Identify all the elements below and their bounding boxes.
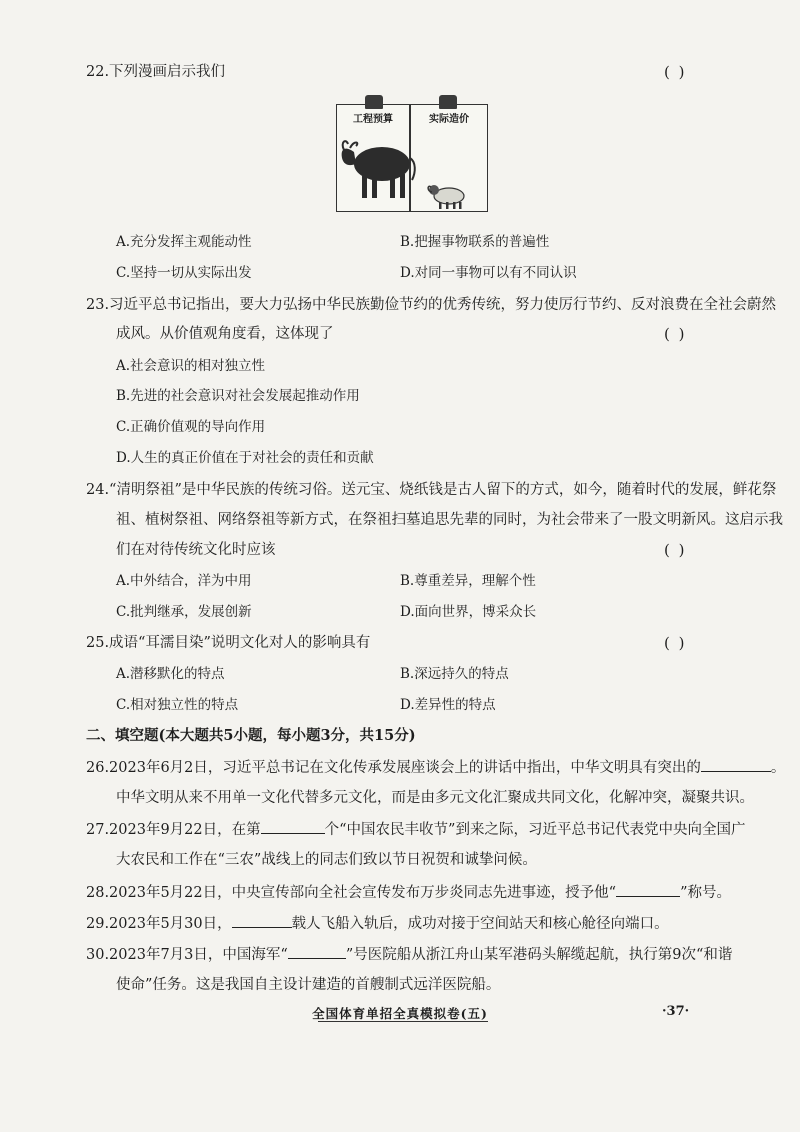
cartoon-right-label: 实际造价 [429,114,469,125]
q29-text-a: 29.2023年5月30日， [86,916,232,932]
cartoon-left-label: 工程预算 [353,114,393,125]
q27-line2: 大农民和工作在“三农”战线上的同志们致以节日祝贺和诚挚问候。 [116,852,537,868]
q22-cartoon [332,92,490,216]
ox-icon [342,141,415,198]
q23-option-b: B.先进的社会意识对社会发展起推动作用 [116,388,360,404]
q24-line2: 祖、植树祭祖、网络祭祖等新方式，在祭祖扫墓追思先辈的同时，为社会带来了一股文明新风。这启示我 [116,512,783,528]
q22-answer-paren[interactable]: ( ) [664,63,687,81]
q24-option-c: C.批判继承，发展创新 [116,604,252,620]
q28-text-b: ”称号。 [680,885,731,901]
q26-line1 [86,757,785,778]
q25-stem: 25.成语“耳濡目染”说明文化对人的影响具有 [86,635,371,651]
q27-line1 [86,819,745,840]
section-2-title: 二、填空题(本大题共5小题，每小题3分，共15分) [86,727,416,744]
q27-blank[interactable] [261,819,325,834]
q26-line2: 中华文明从来不用单一文化代替多元文化，而是由多元文化汇聚成共同文化，化解冲突，凝聚共识。 [116,790,754,806]
q23-option-a: A.社会意识的相对独立性 [116,358,266,374]
q22-option-a: A.充分发挥主观能动性 [116,234,252,250]
q24-option-b: B.尊重差异，理解个性 [400,573,536,589]
q29-blank[interactable] [232,913,292,928]
q25-option-d: D.差异性的特点 [400,697,496,713]
q30-text-b: ”号医院船从浙江舟山某军港码头解缆起航，执行第9次“和谐 [345,947,733,963]
q22-option-c: C.坚持一切从实际出发 [116,265,252,281]
q29-text-b: 载人飞船入轨后，成功对接于空间站天和核心舱径向端口。 [291,916,669,932]
sheep-icon [428,185,464,209]
page-number: ·37· [662,1004,690,1019]
q30-line1 [86,944,732,965]
q23-option-c: C.正确价值观的导向作用 [116,419,266,435]
q24-line3: 们在对待传统文化时应该 [116,542,276,558]
q25-answer-paren[interactable]: ( ) [664,634,687,652]
q29-line1 [86,913,669,934]
q30-blank[interactable] [288,944,346,959]
q26-blank[interactable] [701,757,771,772]
q25-option-c: C.相对独立性的特点 [116,697,239,713]
q30-text-a: 30.2023年7月3日，中国海军“ [86,947,288,963]
q23-option-d: D.人生的真正价值在于对社会的责任和贡献 [116,450,374,466]
q24-option-d: D.面向世界，博采众长 [400,604,537,620]
q24-answer-paren[interactable]: ( ) [664,541,687,559]
q27-text-b: 个“中国农民丰收节”到来之际，习近平总书记代表党中央向全国广 [324,822,746,838]
q26-text: 26.2023年6月2日，习近平总书记在文化传承发展座谈会上的讲话中指出，中华文明具有突出的 [86,760,701,776]
q24-line1: 24.“清明祭祖”是中华民族的传统习俗。送元宝、烧纸钱是古人留下的方式，如今，随着时代的发展，鲜花祭 [86,482,777,498]
q28-line1 [86,882,731,903]
q22-option-d: D.对同一事物可以有不同认识 [400,265,577,281]
q28-text-a: 28.2023年5月22日，中央宣传部向全社会宣传发布万步炎同志先进事迹，授予他“ [86,885,617,901]
q23-answer-paren[interactable]: ( ) [664,325,687,343]
q22-stem: 22.下列漫画启示我们 [86,64,226,80]
q23-line1: 23.习近平总书记指出，要大力弘扬中华民族勤俭节约的优秀传统，努力使厉行节约、反对浪费在全社会蔚然 [86,297,777,313]
q25-option-a: A.潜移默化的特点 [116,666,225,682]
ox-and-sheep-illustration [332,92,490,216]
q22-option-b: B.把握事物联系的普遍性 [400,234,550,250]
q28-blank[interactable] [616,882,680,897]
q26-end: 。 [770,760,786,776]
q27-text-a: 27.2023年9月22日，在第 [86,822,261,838]
footer-underline [318,1021,488,1022]
footer-title: 全国体育单招全真模拟卷(五) [312,1006,488,1021]
q23-line2: 成风。从价值观角度看，这体现了 [116,326,334,342]
q24-option-a: A.中外结合，洋为中用 [116,573,252,589]
q30-line2: 使命”任务。这是我国自主设计建造的首艘制式远洋医院船。 [116,977,501,993]
q25-option-b: B.深远持久的特点 [400,666,509,682]
